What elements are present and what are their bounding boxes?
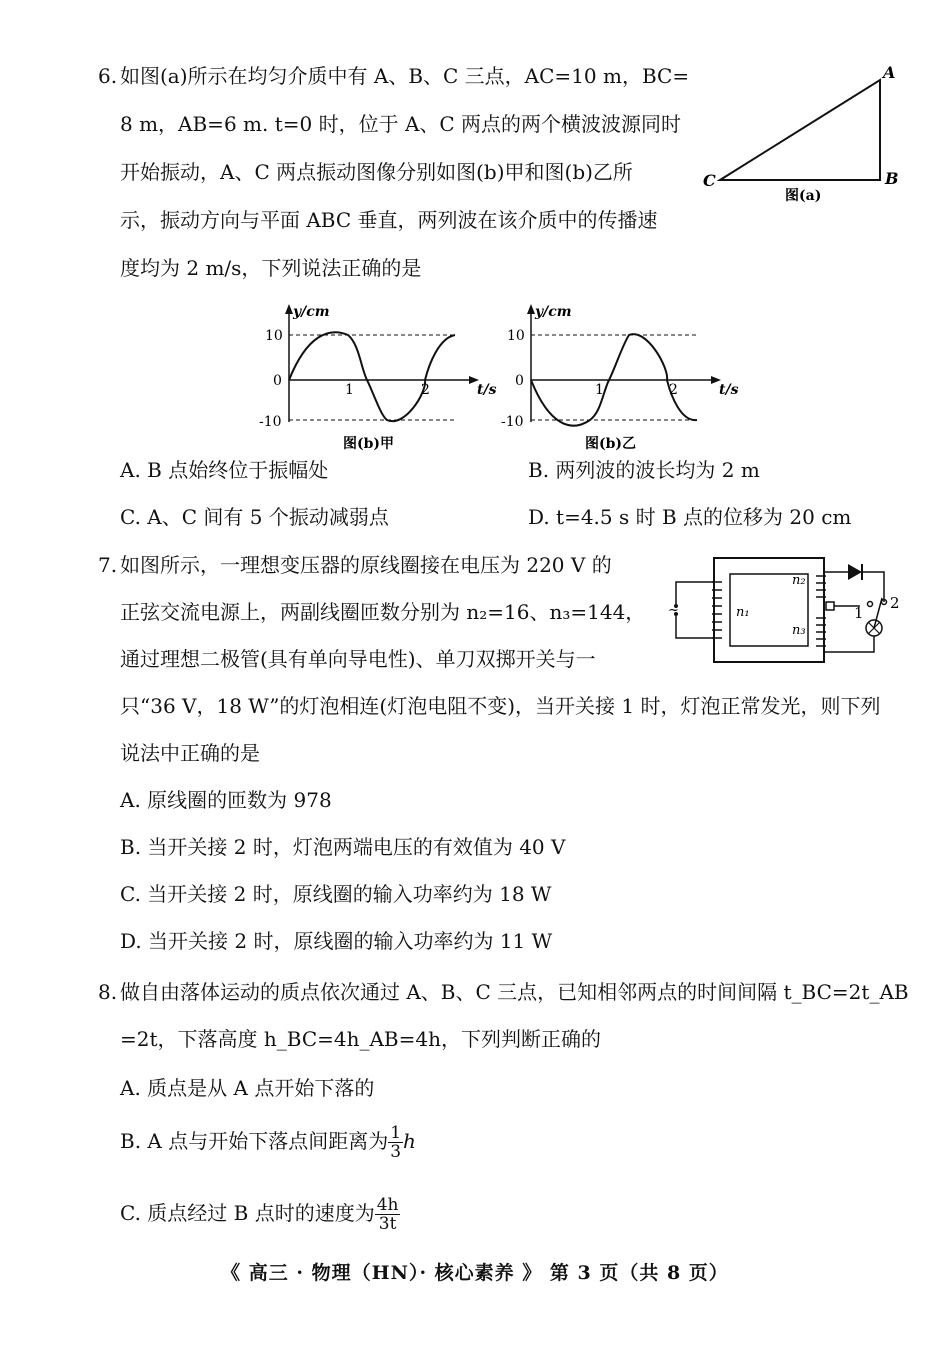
q7-line-5: 说法中正确的是 <box>120 741 260 765</box>
q6-number: 6. <box>98 64 118 88</box>
fig-a-label-B: B <box>885 169 899 188</box>
yi-caption: 图(b)乙 <box>585 436 637 452</box>
yi-y-zero: 0 <box>515 373 524 389</box>
q8-option-c-fraction <box>375 1196 401 1233</box>
yi-y-top: 10 <box>507 328 525 344</box>
q8-number: 8. <box>98 980 118 1004</box>
q8-option-b-text: B. A 点与开始下落点间距离为 <box>120 1129 389 1153</box>
q7-number: 7. <box>98 553 118 577</box>
q8-option-b <box>120 1124 416 1161</box>
q7-option-d: D. 当开关接 2 时，原线圈的输入功率约为 11 W <box>120 929 553 953</box>
yi-tick-1: 1 <box>595 382 604 398</box>
q8-line-1: 做自由落体运动的质点依次通过 A、B、C 三点，已知相邻两点的时间间隔 t_BC=2t_AB <box>120 980 909 1004</box>
jia-y-top: 10 <box>265 328 283 344</box>
q7-option-c: C. 当开关接 2 时，原线圈的输入功率约为 18 W <box>120 882 552 906</box>
yi-tick-2: 2 <box>669 382 678 398</box>
coil-label-n1: n₁ <box>736 605 750 620</box>
jia-tick-2: 2 <box>421 382 430 398</box>
switch-pos-2: 2 <box>890 594 900 612</box>
diode-symbol <box>848 564 862 580</box>
q7-option-b: B. 当开关接 2 时，灯泡两端电压的有效值为 40 V <box>120 835 566 859</box>
coil-label-n2: n₂ <box>792 573 806 588</box>
q6-line-3: 开始振动，A、C 两点振动图像分别如图(b)甲和图(b)乙所 <box>120 160 633 184</box>
fig-a-caption: 图(a) <box>785 188 822 204</box>
q8-option-b-suffix: h <box>403 1129 416 1153</box>
jia-xlabel: t/s <box>477 382 497 398</box>
wave-jia-curve <box>289 332 455 421</box>
jia-ylabel: y/cm <box>293 304 330 320</box>
q6-line-4: 示，振动方向与平面 ABC 垂直，两列波在该介质中的传播速 <box>120 208 658 232</box>
q8-option-c-text: C. 质点经过 B 点时的速度为 <box>120 1201 375 1225</box>
graph-b-yi <box>497 302 747 457</box>
yi-ylabel: y/cm <box>535 304 572 320</box>
q7-option-a: A. 原线圈的匝数为 978 <box>120 788 332 812</box>
q6-option-c: C. A、C 间有 5 个振动减弱点 <box>120 505 389 529</box>
ac-source-symbol: ~ <box>668 603 679 618</box>
graph-b-jia <box>255 302 505 457</box>
transformer-circuit-diagram <box>664 552 904 672</box>
q7-line-4: 只“36 V，18 W”的灯泡相连(灯泡电阻不变)，当开关接 1 时，灯泡正常发光，则下列 <box>120 694 881 718</box>
fraction-denominator: 3t <box>378 1214 397 1234</box>
q8-line-2: =2t，下落高度 h_BC=4h_AB=4h，下列判断正确的 <box>120 1027 601 1051</box>
q6-line-1: 如图(a)所示在均匀介质中有 A、B、C 三点，AC=10 m，BC= <box>120 64 690 88</box>
q6-option-a: A. B 点始终位于振幅处 <box>120 458 329 482</box>
fraction-numerator: 4h <box>376 1195 399 1215</box>
q6-option-d: D. t=4.5 s 时 B 点的位移为 20 cm <box>528 505 852 529</box>
q6-option-b: B. 两列波的波长均为 2 m <box>528 458 760 482</box>
yi-y-bottom: -10 <box>501 414 524 430</box>
q8-option-b-fraction <box>388 1124 403 1161</box>
fig-a-label-A: A <box>883 63 896 82</box>
fraction-denominator: 3 <box>390 1142 402 1162</box>
jia-y-bottom: -10 <box>259 414 282 430</box>
q6-line-5: 度均为 2 m/s，下列说法正确的是 <box>120 256 422 280</box>
q7-line-1: 如图所示，一理想变压器的原线圈接在电压为 220 V 的 <box>120 553 612 577</box>
figure-a-triangle <box>695 60 915 210</box>
fig-a-label-C: C <box>703 171 716 190</box>
jia-caption: 图(b)甲 <box>343 436 395 452</box>
coil-label-n3: n₃ <box>792 623 806 638</box>
yi-xlabel: t/s <box>719 382 739 398</box>
switch-pos-1: 1 <box>854 604 864 622</box>
jia-y-zero: 0 <box>273 373 282 389</box>
fraction-numerator: 1 <box>390 1123 402 1143</box>
q7-line-2: 正弦交流电源上，两副线圈匝数分别为 n₂=16、n₃=144， <box>120 600 646 624</box>
jia-tick-1: 1 <box>345 382 354 398</box>
q6-line-2: 8 m，AB=6 m. t=0 时，位于 A、C 两点的两个横波波源同时 <box>120 112 682 136</box>
q8-option-a: A. 质点是从 A 点开始下落的 <box>120 1076 375 1100</box>
q8-option-c <box>120 1196 400 1233</box>
q7-line-3: 通过理想二极管(具有单向导电性)、单刀双掷开关与一 <box>120 647 596 671</box>
page-footer: 《 高三 · 物理（HN）· 核心素养 》 第 3 页（共 8 页） <box>221 1262 729 1284</box>
